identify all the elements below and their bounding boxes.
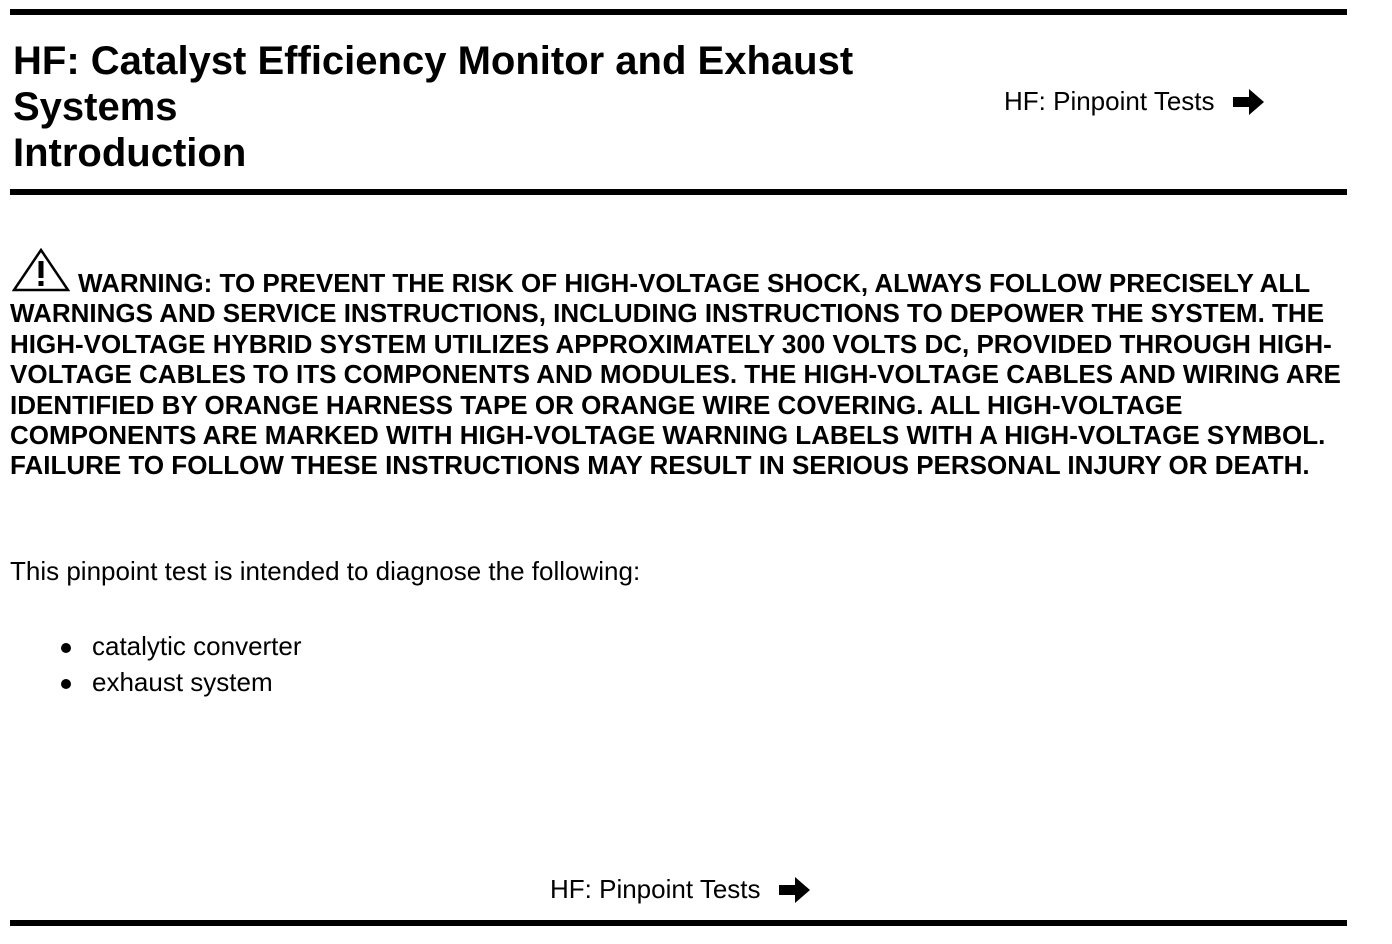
title-line: Introduction <box>13 131 247 175</box>
warning-text: WARNING: TO PREVENT THE RISK OF HIGH-VOLTAGE SHOCK, ALWAYS FOLLOW PRECISELY ALL WARNINGS AND SERVICE INSTRUCTIONS, INCLUDING INSTRUCTIONS TO DEPOWER THE SYSTEM. THE HIGH-VOLTAGE HYBRID SYSTEM UTILIZES APPROXIMATELY 300 VOLTS DC, PROVIDED THROUGH HIGH-VOLTAGE CABLES TO ITS COMPONENTS AND MODULES. THE HIGH-VOLTAGE CABLES AND WIRING ARE IDENTIFIED BY ORANGE HARNESS TAPE OR ORANGE WIRE COVERING. ALL HIGH-VOLTAGE COMPONENTS ARE MARKED WITH HIGH-VOLTAGE WARNING LABELS WITH A HIGH-VOLTAGE SYMBOL. FAILURE TO FOLLOW THESE INSTRUCTIONS MAY RESULT IN SERIOUS PERSONAL INJURY OR DEATH. <box>10 268 1341 481</box>
bullet-icon <box>61 643 71 653</box>
page-title <box>13 38 913 176</box>
title-line: HF: Catalyst Efficiency Monitor and Exhaust <box>13 39 854 83</box>
title-line: Systems <box>13 85 178 129</box>
high-voltage-warning <box>10 248 1345 481</box>
diagnose-list <box>92 628 302 700</box>
arrow-right-icon <box>779 876 811 904</box>
bottom-divider <box>10 920 1347 926</box>
pinpoint-tests-link-label: HF: Pinpoint Tests <box>550 874 761 904</box>
list-item <box>92 628 302 664</box>
pinpoint-tests-link-label: HF: Pinpoint Tests <box>1004 86 1215 116</box>
warning-triangle-icon <box>12 248 70 292</box>
arrow-right-icon <box>1233 88 1265 116</box>
header-divider <box>10 189 1347 195</box>
list-item-label: catalytic converter <box>92 631 302 661</box>
list-item <box>92 664 302 700</box>
top-divider <box>10 9 1347 15</box>
pinpoint-tests-link-bottom[interactable] <box>550 874 811 905</box>
intro-text: This pinpoint test is intended to diagnose the following: <box>10 556 641 586</box>
list-item-label: exhaust system <box>92 667 273 697</box>
pinpoint-tests-link-top[interactable] <box>1004 86 1265 117</box>
bullet-icon <box>61 679 71 689</box>
